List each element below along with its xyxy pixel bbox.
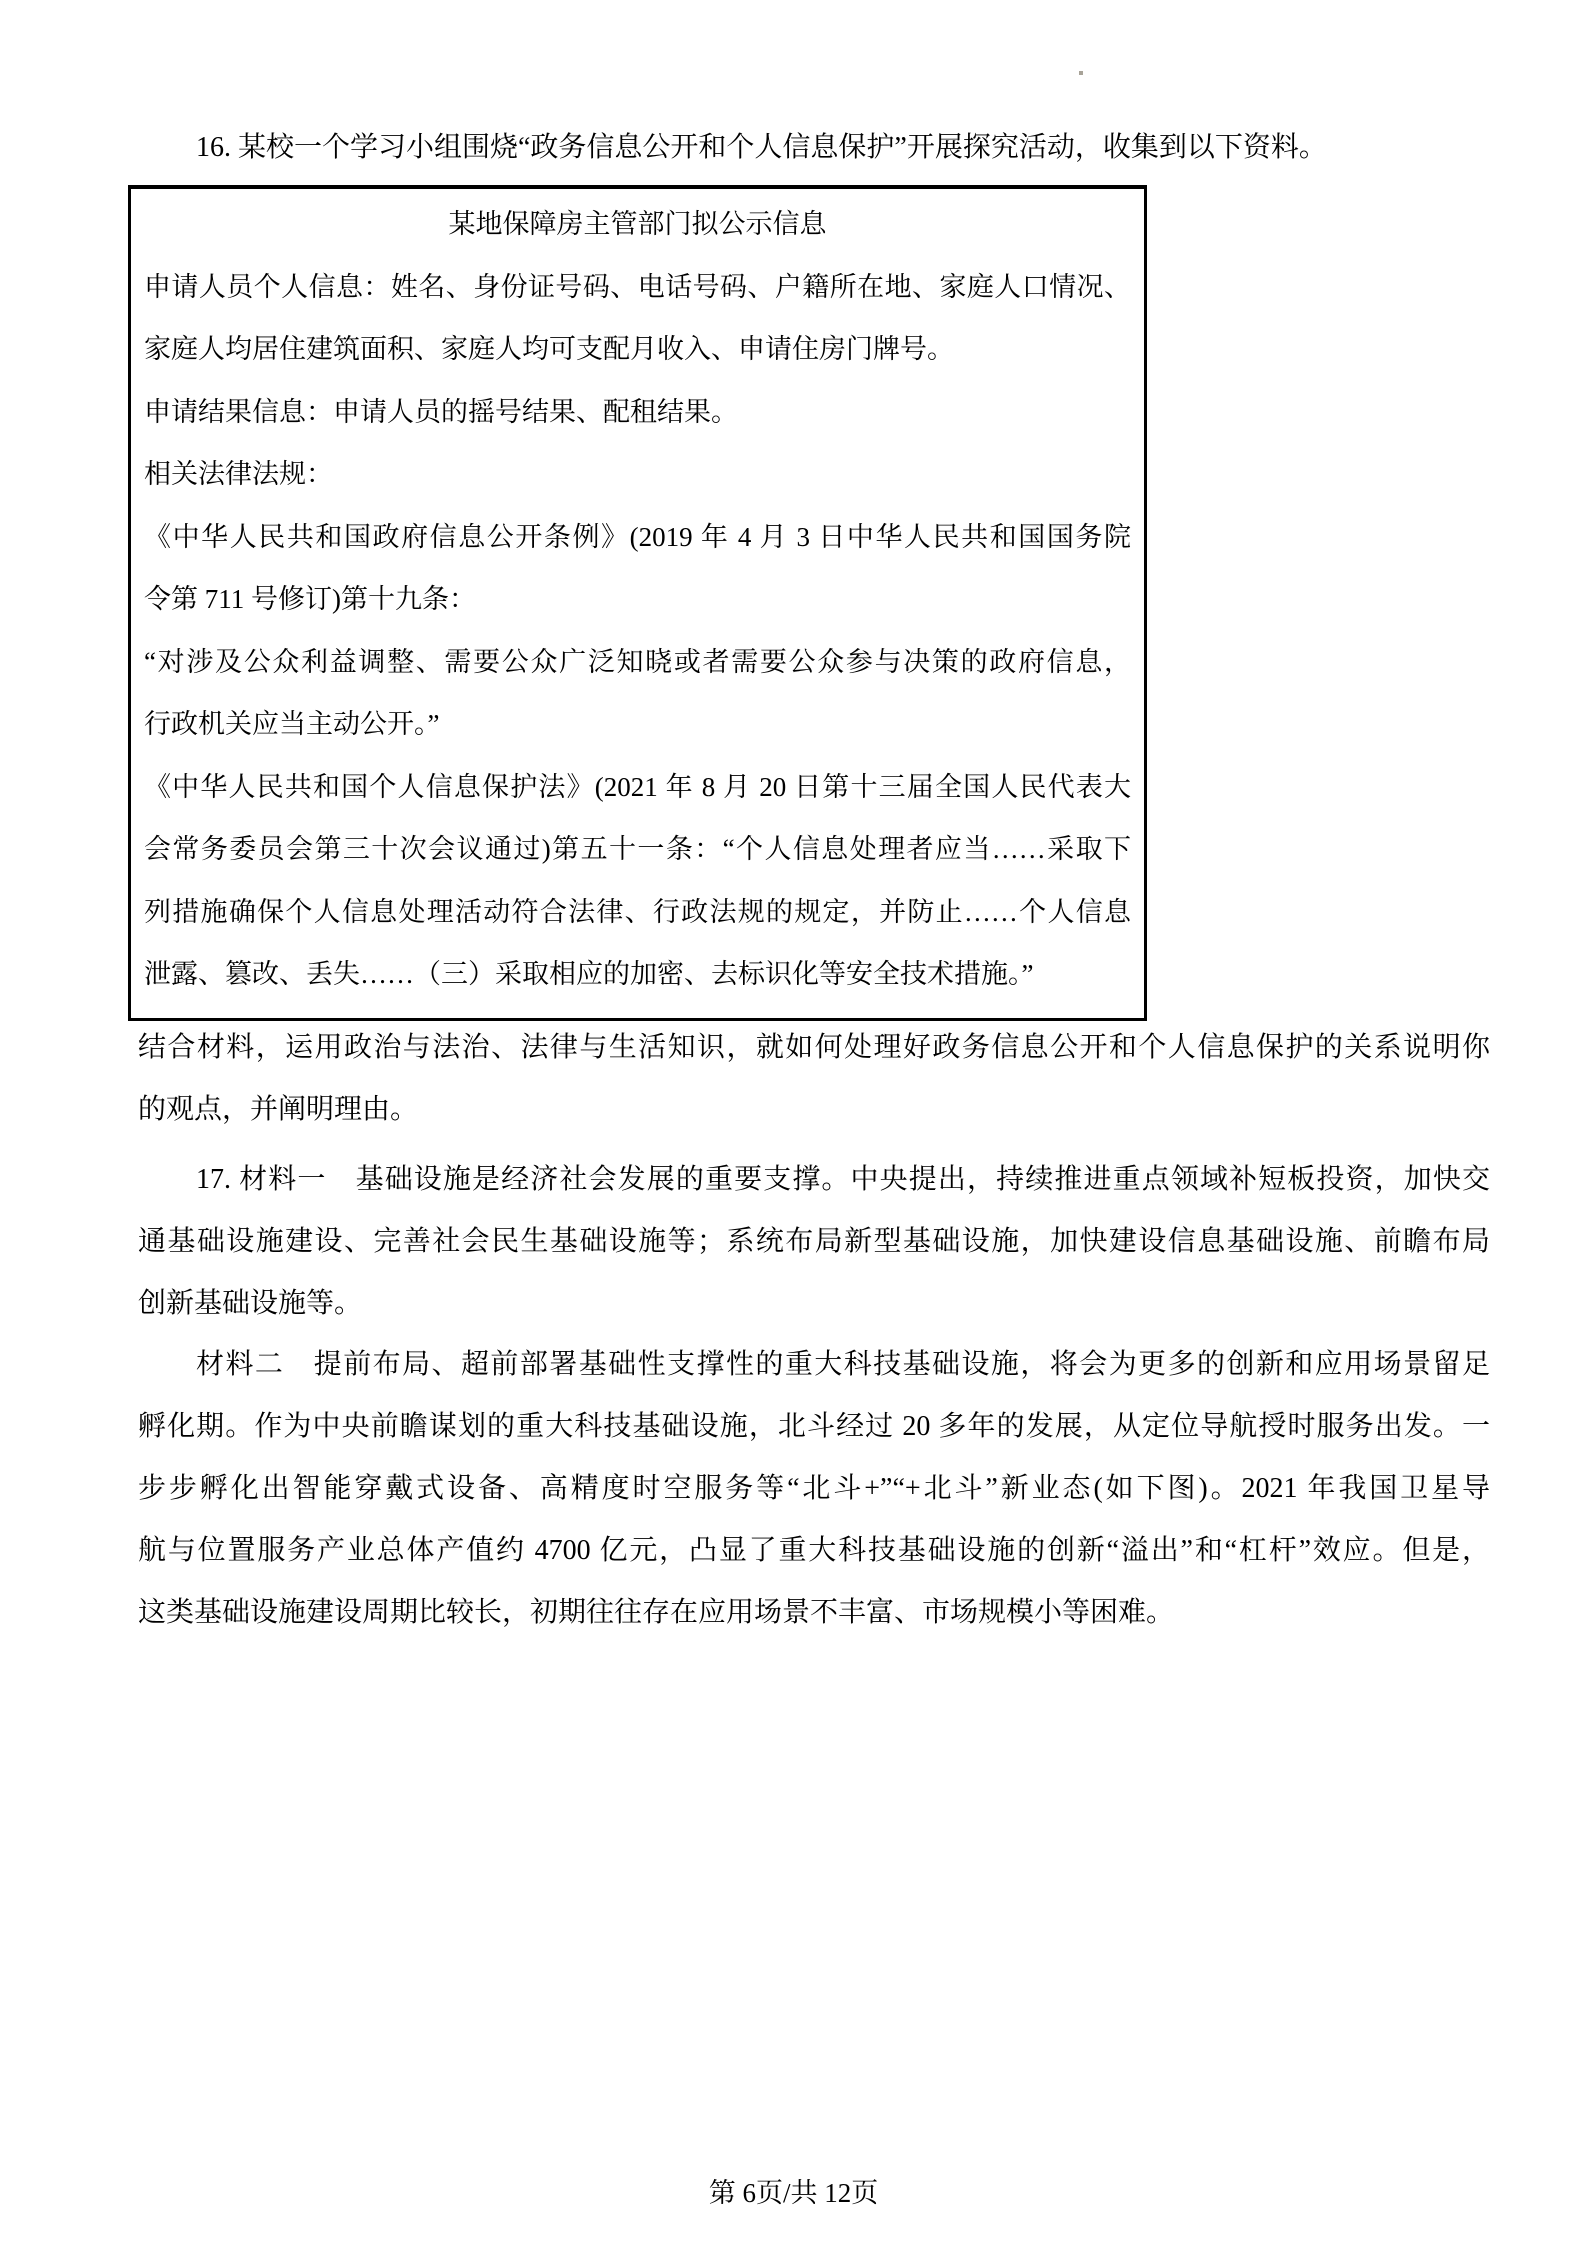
question-17-material-1 <box>138 1149 1490 1335</box>
question-16-intro-line: 16. 某校一个学习小组围烧“政务信息公开和个人信息保护”开展探究活动，收集到以下资料。 <box>196 132 1327 163</box>
page-number-footer: 第 6页/共 12页 <box>708 2178 879 2208</box>
info-box-line: 家庭人均居住建筑面积、家庭人均可支配月收入、申请住房门牌号。 <box>144 334 954 364</box>
material-2-line: 航与位置服务产业总体产值约 4700 亿元，凸显了重大科技基础设施的创新“溢出”和“杠杆”效应。但是， <box>138 1535 1490 1566</box>
info-box-line: 列措施确保个人信息处理活动符合法律、行政法规的规定，并防止……个人信息 <box>144 896 1131 927</box>
question-16-task-line: 结合材料，运用政治与法治、法律与生活知识，就如何处理好政务信息公开和个人信息保护的关系说明你 <box>138 1032 1490 1063</box>
material-1-line: 创新基础设施等。 <box>138 1288 363 1319</box>
question-16-task <box>138 1017 1490 1141</box>
material-2-line: 材料二 提前布局、超前部署基础性支撑性的重大科技基础设施，将会为更多的创新和应用场景留足 <box>196 1349 1490 1380</box>
material-2-line: 这类基础设施建设周期比较长，初期往往存在应用场景不丰富、市场规模小等困难。 <box>138 1597 1175 1628</box>
material-2-line: 步步孵化出智能穿戴式设备、高精度时空服务等“北斗+”“+北斗”新业态(如下图)。2021 年我国卫星导 <box>138 1473 1490 1504</box>
info-box-line: 行政机关应当主动公开。” <box>144 709 440 739</box>
info-box-line: 会常务委员会第三十次会议通过)第五十一条：“个人信息处理者应当……采取下 <box>144 834 1131 864</box>
info-box-line: 申请结果信息：申请人员的摇号结果、配租结果。 <box>144 396 738 427</box>
info-box-line: “对涉及公众利益调整、需要公众广泛知晓或者需要公众参与决策的政府信息， <box>144 646 1131 677</box>
question-16-intro <box>138 117 1490 179</box>
public-notice-info-box <box>128 185 1147 1021</box>
info-box-line: 泄露、篡改、丢失……（三）采取相应的加密、去标识化等安全技术措施。” <box>144 959 1034 989</box>
question-17-material-2 <box>138 1334 1490 1644</box>
info-box-line: 《中华人民共和国个人信息保护法》(2021 年 8 月 20 日第十三届全国人民代表大 <box>144 771 1131 802</box>
question-16-task-line: 的观点，并阐明理由。 <box>138 1094 419 1125</box>
material-1-line: 通基础设施建设、完善社会民生基础设施等；系统布局新型基础设施，加快建设信息基础设施、前瞻布局 <box>138 1226 1490 1257</box>
info-box-line: 《中华人民共和国政府信息公开条例》(2019 年 4 月 3 日中华人民共和国国务院 <box>144 521 1131 552</box>
material-1-line: 17. 材料一 基础设施是经济社会发展的重要支撑。中央提出，持续推进重点领域补短板投资，加快交 <box>196 1164 1490 1195</box>
info-box-title: 某地保障房主管部门拟公示信息 <box>448 209 827 239</box>
info-box-line: 令第 711 号修订)第十九条： <box>144 584 476 614</box>
info-box-line: 申请人员个人信息：姓名、身份证号码、电话号码、户籍所在地、家庭人口情况、 <box>144 271 1131 302</box>
info-box-line: 相关法律法规： <box>144 459 333 489</box>
material-2-line: 孵化期。作为中央前瞻谋划的重大科技基础设施，北斗经过 20 多年的发展，从定位导航授时服务出发。一 <box>138 1411 1490 1442</box>
stray-scan-mark <box>1079 71 1083 75</box>
